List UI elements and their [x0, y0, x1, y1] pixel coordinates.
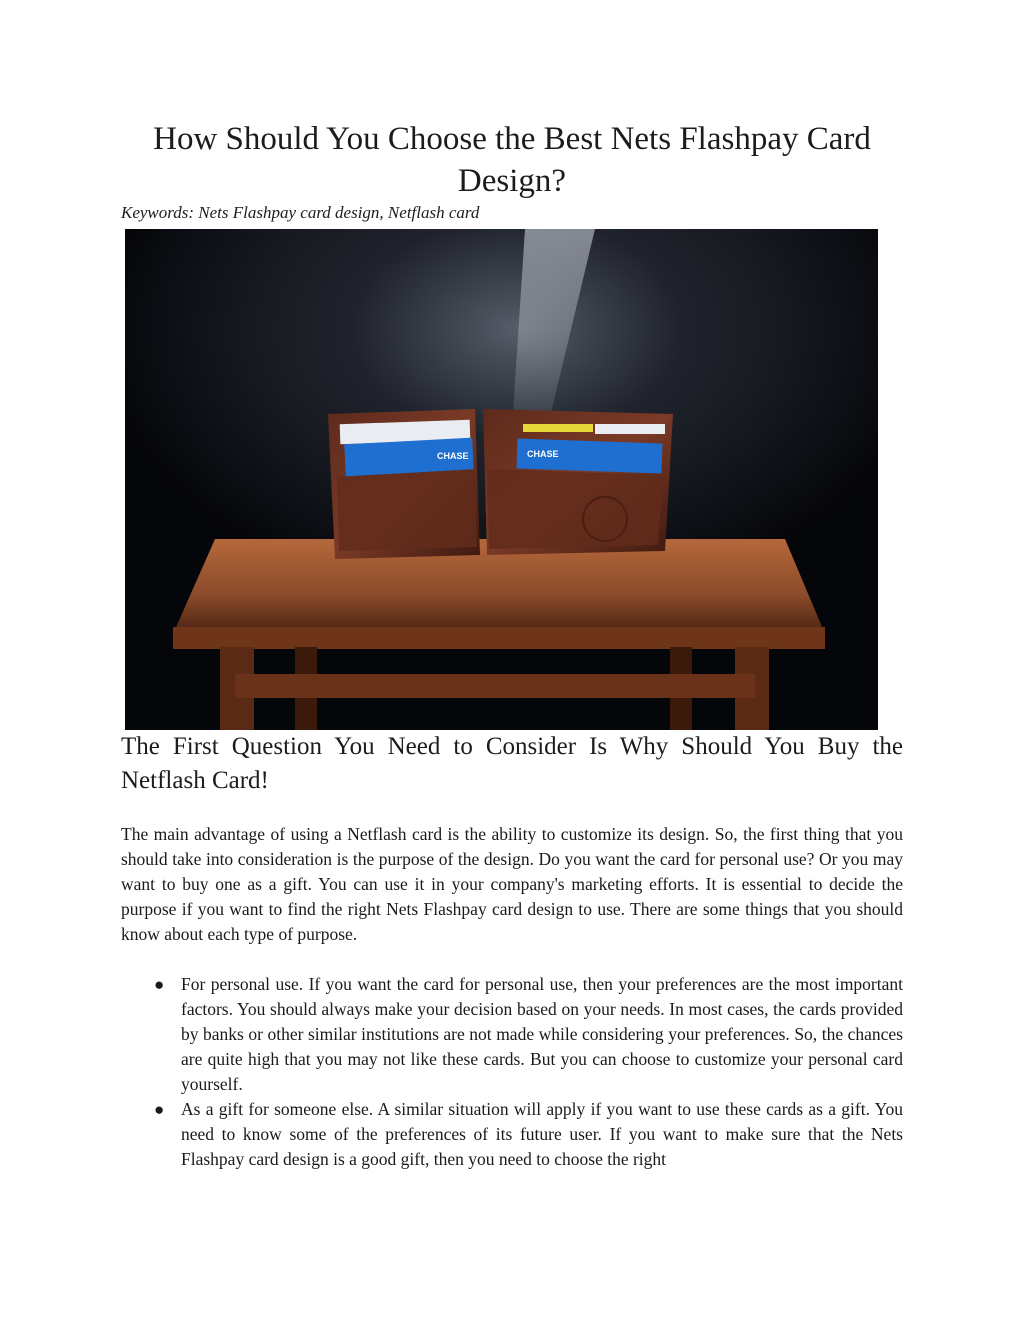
list-item-text: As a gift for someone else. A similar situation will apply if you want to use these cards as a gift. You need to know some of the preferences of its future user. If you want to make sure that the Nets Flashpay card design is a good gift, then you need to choose the right: [181, 1099, 903, 1169]
list-item-text: For personal use. If you want the card for personal use, then your preferences are the most important factors. You should always make your decision based on your needs. In most cases, the cards provided by banks or other similar institutions are not made while considering your preferences. So, the chances are quite high that you may not like these cards. But you can choose to customize your personal card yourself.: [181, 974, 903, 1094]
body-paragraph: The main advantage of using a Netflash card is the ability to customize its design. So, the first thing that you should take into consideration is the purpose of the design. Do you want the card for personal use? Or you may want to buy one as a gift. You can use it in your company's marketing efforts. It is essential to decide the purpose if you want to find the right Nets Flashpay card design to use. There are some things that you should know about each type of purpose.: [121, 824, 903, 944]
bullet-icon: ●: [154, 975, 165, 994]
wallet-photo: [125, 229, 878, 730]
keywords-line: Keywords: Nets Flashpay card design, Netflash card: [121, 203, 480, 222]
bullet-icon: ●: [154, 1100, 165, 1119]
card-label-left: CHASE: [437, 451, 469, 461]
list-item: [121, 972, 903, 1097]
page-title: How Should You Choose the Best Nets Flashpay Card Design?: [153, 121, 871, 199]
wallet-illustration: [125, 229, 878, 730]
list-item: [121, 1097, 903, 1172]
card-label-right: CHASE: [527, 449, 559, 459]
section-heading: The First Question You Need to Consider Is Why Should You Buy the Netflash Card!: [121, 733, 903, 794]
bullet-list: [121, 972, 903, 1172]
